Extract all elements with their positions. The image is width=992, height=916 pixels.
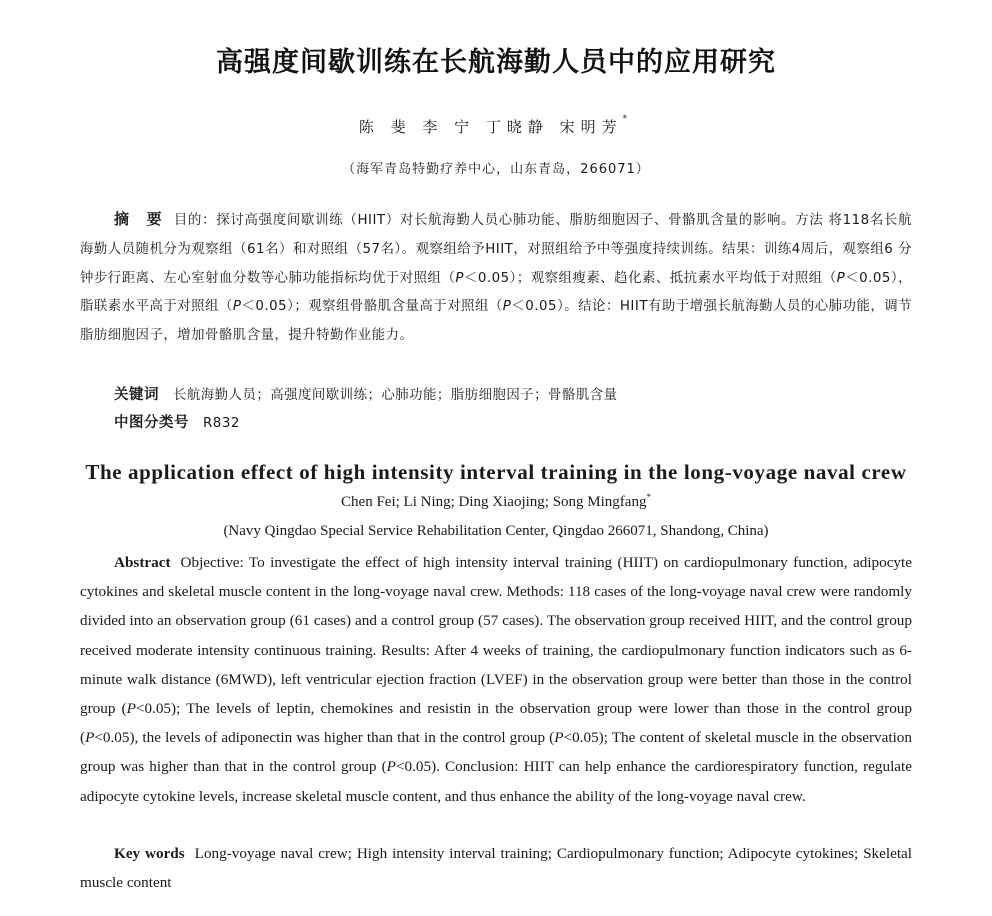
- english-abstract-text: <0.05); The levels of leptin, chemokines and resistin in the observation group were lower than those in the control group (: [80, 700, 912, 747]
- chinese-keywords: [114, 383, 618, 404]
- english-authors: [0, 494, 992, 511]
- chinese-abstract-text: ＜0.05）；观察组骨骼肌含量高于对照组（: [241, 299, 503, 315]
- p-value-symbol: P: [455, 270, 464, 286]
- classification-number: [114, 411, 240, 432]
- english-affiliation: (Navy Qingdao Special Service Rehabilitation Center, Qingdao 266071, Shandong, China): [223, 523, 769, 539]
- chinese-authors: [0, 116, 992, 137]
- english-abstract-text: <0.05). Conclusion: HIIT can help enhance the cardiorespiratory function, regulate adipocyte cytokine levels, increase skeletal muscle content, and thus enhance the ability of the long-voyage naval crew.: [80, 758, 912, 805]
- english-keywords-label: Key words: [114, 845, 185, 862]
- english-abstract-label: Abstract: [114, 554, 171, 571]
- classification-code: R832: [203, 416, 240, 431]
- p-value-symbol: P: [126, 700, 136, 718]
- p-value-symbol: P: [554, 729, 564, 747]
- chinese-keywords-text: 长航海勤人员；高强度间歇训练；心肺功能；脂肪细胞因子；骨骼肌含量: [173, 388, 618, 403]
- english-abstract: [80, 548, 912, 811]
- chinese-keywords-label: 关键词: [114, 387, 159, 403]
- chinese-abstract-text: ＜0.05），脂联素水平高于对照组（: [80, 270, 912, 315]
- english-title: The application effect of high intensity interval training in the long-voyage naval crew: [85, 460, 907, 484]
- classification-label: 中图分类号: [114, 415, 189, 431]
- chinese-author-names: 陈 斐 李 宁 丁晓静 宋明芳: [358, 118, 623, 136]
- p-value-symbol: P: [386, 758, 396, 776]
- corresponding-author-mark: *: [622, 114, 634, 124]
- chinese-affiliation: （海军青岛特勤疗养中心，山东青岛，266071）: [342, 162, 650, 177]
- chinese-abstract: [80, 205, 912, 351]
- english-keywords: [80, 839, 912, 897]
- chinese-abstract-text: ＜0.05）。结论：HIIT有助于增强长航海勤人员的心肺功能，调节脂肪细胞因子，增加骨骼肌含量，提升特勤作业能力。: [80, 299, 913, 344]
- chinese-abstract-text: ＜0.05）；观察组瘦素、趋化素、抵抗素水平均低于对照组（: [463, 270, 837, 286]
- p-value-symbol: P: [232, 299, 242, 315]
- p-value-symbol: P: [85, 729, 95, 747]
- corresponding-author-mark: *: [646, 492, 651, 502]
- english-author-names: Chen Fei; Li Ning; Ding Xiaojing; Song Mingfang: [341, 494, 647, 510]
- english-abstract-text: <0.05), the levels of adiponectin was higher than that in the control group (: [94, 729, 555, 747]
- english-keywords-text: Long-voyage naval crew; High intensity interval training; Cardiopulmonary function; Adipocyte cytokines; Skeletal muscle content: [80, 845, 912, 892]
- english-abstract-text: Objective: To investigate the effect of high intensity interval training (HIIT) on cardiopulmonary function, adipocyte cytokines and skeletal muscle content in the long-voyage naval crew. Methods: 118 cases of the long-voyage naval crew were randomly divided into an observation group (61 cases) and a control group (57 cases). The observation group received HIIT, and the control group received moderate intensity continuous training. Results: After 4 weeks of training, the cardiopulmonary function indicators such as 6-minute walk distance (6MWD), left ventricular ejection fraction (LVEF) in the observation group were better than those in the control group (: [80, 554, 912, 718]
- chinese-title: 高强度间歇训练在长航海勤人员中的应用研究: [216, 47, 776, 78]
- english-abstract-text: <0.05); The content of skeletal muscle in the observation group was higher than that in the control group (: [80, 729, 912, 776]
- chinese-abstract-text: 目的：探讨高强度间歇训练（HIIT）对长航海勤人员心肺功能、脂肪细胞因子、骨骼肌含量的影响。方法 将118名长航海勤人员随机分为观察组（61名）和对照组（57名）。观察组给予HIIT，对照组给予中等强度持续训练。结果：训练4周后，观察组6 分钟步行距离、左心室射血分数等心肺功能指标均优于对照组（: [80, 213, 912, 286]
- chinese-abstract-label: 摘 要: [114, 210, 168, 228]
- p-value-symbol: P: [836, 270, 846, 286]
- p-value-symbol: P: [502, 299, 512, 315]
